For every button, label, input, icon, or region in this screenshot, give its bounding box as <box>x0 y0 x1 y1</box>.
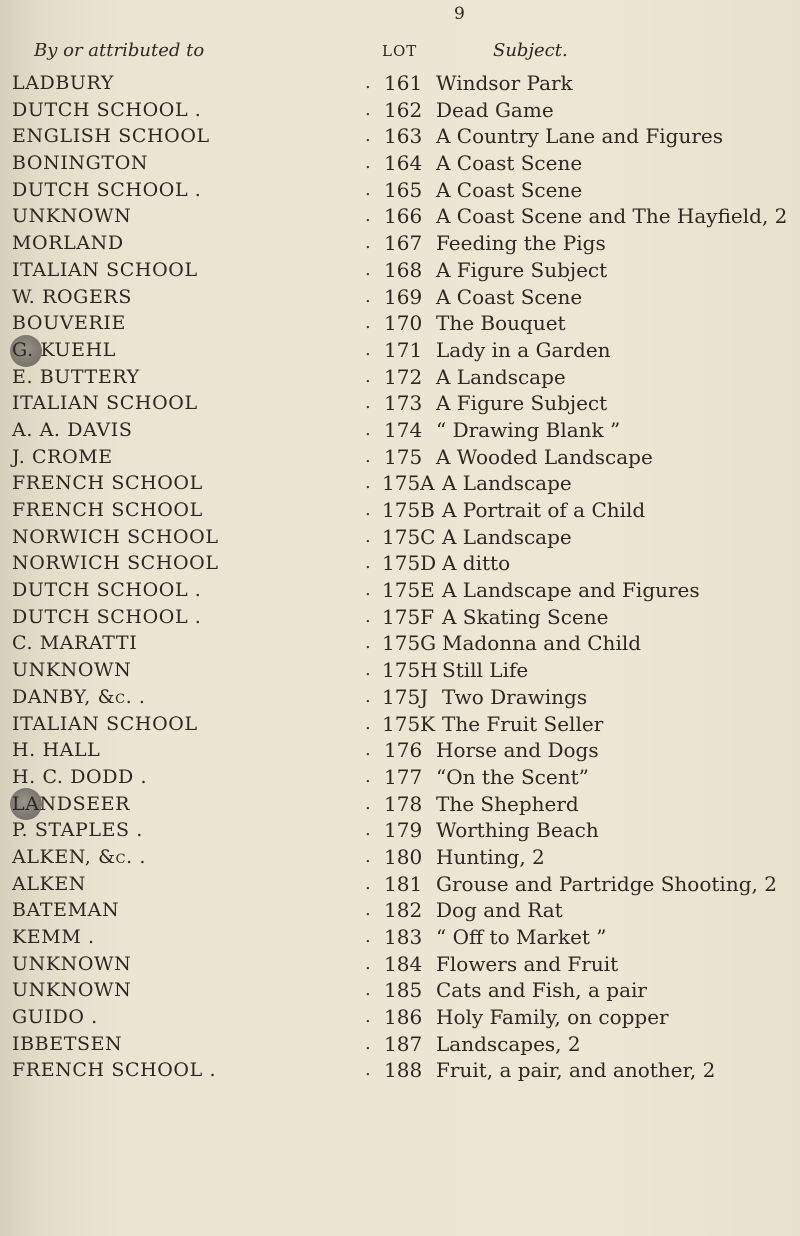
lot-row <box>0 177 800 204</box>
artist-name: ENGLISH SCHOOL <box>12 125 210 148</box>
lot-number: 175C <box>382 524 436 549</box>
lot-subject: A Landscape and Figures <box>442 578 700 603</box>
lot-row <box>0 871 800 898</box>
lot-number: 169 <box>384 284 423 309</box>
lot-number: 173 <box>384 391 423 416</box>
lot-number: 180 <box>384 844 423 869</box>
lot-row <box>0 924 800 951</box>
lot-row <box>0 711 800 738</box>
artist-name: GUIDO . <box>12 1006 98 1029</box>
leader-dot: . <box>365 258 371 280</box>
lot-subject: A Portrait of a Child <box>442 498 646 522</box>
lot-subject: The Shepherd <box>436 791 579 816</box>
lot-row <box>0 817 800 844</box>
leader-dot: . <box>365 659 371 681</box>
artist-name: NORWICH SCHOOL <box>12 525 219 548</box>
leader-dot: . <box>365 125 371 147</box>
leader-dot: . <box>365 632 371 654</box>
lot-row <box>0 684 800 711</box>
lot-row <box>0 123 800 150</box>
leader-dot: . <box>365 72 371 93</box>
lot-row <box>0 550 800 577</box>
leader-dot: . <box>365 499 371 520</box>
lot-row <box>0 417 800 444</box>
lot-subject: The Fruit Seller <box>442 711 604 736</box>
leader-dot: . <box>365 712 371 734</box>
artist-name: KEMM . <box>12 926 95 948</box>
header-attributed: By or attributed to <box>34 40 205 61</box>
lot-row <box>0 737 800 764</box>
lot-number: 163 <box>384 124 423 149</box>
leader-dot: . <box>365 312 371 334</box>
leader-dot: . <box>365 472 371 494</box>
lot-number: 175G <box>382 631 437 656</box>
artist-name: DUTCH SCHOOL . <box>12 98 202 121</box>
lot-subject: A Coast Scene and The Hayfield, 2 <box>436 204 788 229</box>
lot-number: 175A <box>382 471 435 496</box>
leader-dot: . <box>365 392 371 414</box>
leader-dot: . <box>365 605 371 627</box>
leader-dot: . <box>365 285 371 307</box>
lot-subject: Lady in a Garden <box>436 337 611 362</box>
header-subject: Subject. <box>493 40 568 61</box>
lot-number: 170 <box>384 311 423 336</box>
lot-subject: Still Life <box>442 658 529 683</box>
leader-dot: . <box>365 685 371 707</box>
lot-number: 171 <box>384 337 423 362</box>
lot-row <box>0 1057 800 1084</box>
lot-subject: “On the Scent” <box>436 764 589 789</box>
artist-name: ITALIAN SCHOOL <box>12 712 198 735</box>
lot-subject: Dog and Rat <box>436 898 563 923</box>
lot-number: 175B <box>382 498 435 522</box>
lot-row <box>0 524 800 551</box>
lot-row <box>0 337 800 364</box>
lot-row <box>0 284 800 311</box>
lot-subject: A Figure Subject <box>436 391 608 416</box>
artist-name: H. HALL <box>12 739 101 762</box>
lot-number: 172 <box>384 364 423 389</box>
lot-number: 185 <box>384 978 423 1003</box>
lot-list <box>0 70 800 1084</box>
artist-name: LANDSEER <box>12 792 131 815</box>
lot-number: 168 <box>384 257 423 282</box>
lot-number: 184 <box>384 951 423 976</box>
lot-subject: Hunting, 2 <box>436 844 545 869</box>
artist-name: J. CROME <box>12 445 113 468</box>
lot-row <box>0 630 800 657</box>
artist-name: NORWICH SCHOOL <box>12 552 219 575</box>
lot-number: 175F <box>382 604 435 629</box>
leader-dot: . <box>365 899 371 921</box>
artist-name: E. BUTTERY <box>12 365 140 388</box>
lot-subject: Horse and Dogs <box>436 738 599 763</box>
leader-dot: . <box>365 926 371 947</box>
lot-number: 177 <box>384 764 423 789</box>
lot-row <box>0 150 800 177</box>
artist-name: A. A. DAVIS <box>12 418 133 441</box>
lot-subject: Fruit, a pair, and another, 2 <box>436 1058 716 1083</box>
leader-dot: . <box>365 1006 371 1028</box>
leader-dot: . <box>365 338 371 360</box>
lot-number: 179 <box>384 818 423 843</box>
lot-row <box>0 657 800 684</box>
artist-name: IBBETSEN <box>12 1032 123 1055</box>
leader-dot: . <box>365 98 371 120</box>
lot-row <box>0 310 800 337</box>
artist-name: W. ROGERS <box>12 285 132 308</box>
lot-subject: A Landscape <box>442 471 572 496</box>
lot-subject: The Bouquet <box>436 311 566 336</box>
artist-name: LADBURY <box>12 72 115 94</box>
lot-row <box>0 791 800 818</box>
lot-subject: Two Drawings <box>442 684 588 709</box>
lot-subject: “ Drawing Blank ” <box>436 417 621 442</box>
lot-subject: Grouse and Partridge Shooting, 2 <box>436 871 777 896</box>
lot-number: 175 <box>384 444 423 469</box>
lot-number: 183 <box>384 925 423 949</box>
lot-subject: A Coast Scene <box>436 284 583 309</box>
artist-name: DUTCH SCHOOL . <box>12 605 202 628</box>
leader-dot: . <box>365 552 371 574</box>
lot-number: 175J <box>382 684 429 709</box>
lot-subject: A Figure Subject <box>436 257 608 282</box>
lot-subject: Cats and Fish, a pair <box>436 978 647 1003</box>
lot-subject: A ditto <box>442 551 511 576</box>
leader-dot: . <box>365 979 371 1001</box>
artist-name: DUTCH SCHOOL . <box>12 579 202 602</box>
lot-subject: A Skating Scene <box>442 604 609 629</box>
lot-subject: A Wooded Landscape <box>436 444 653 469</box>
page-number: 9 <box>454 4 465 24</box>
lot-number: 175D <box>382 551 437 576</box>
lot-number: 181 <box>384 871 423 896</box>
leader-dot: . <box>365 152 371 174</box>
lot-row <box>0 470 800 497</box>
leader-dot: . <box>365 232 371 254</box>
lot-number: 186 <box>384 1005 423 1030</box>
lot-row <box>0 390 800 417</box>
leader-dot: . <box>365 579 371 601</box>
lot-number: 175E <box>382 578 435 603</box>
leader-dot: . <box>365 445 371 467</box>
lot-subject: A Country Lane and Figures <box>436 124 724 149</box>
lot-number: 178 <box>384 791 423 816</box>
lot-subject: A Landscape <box>442 524 572 549</box>
leader-dot: . <box>365 952 371 974</box>
artist-name: UNKNOWN <box>12 952 132 975</box>
lot-row <box>0 364 800 391</box>
leader-dot: . <box>365 365 371 387</box>
artist-name: ITALIAN SCHOOL <box>12 258 198 281</box>
artist-name: ITALIAN SCHOOL <box>12 392 198 415</box>
lot-row <box>0 604 800 631</box>
leader-dot: . <box>365 178 371 200</box>
artist-name: FRENCH SCHOOL <box>12 472 203 495</box>
lot-row <box>0 1031 800 1058</box>
artist-name: UNKNOWN <box>12 979 132 1002</box>
column-header <box>0 40 800 68</box>
artist-name: C. MARATTI <box>12 632 138 655</box>
lot-number: 164 <box>384 151 423 176</box>
lot-subject: Feeding the Pigs <box>436 231 606 256</box>
lot-subject: Windsor Park <box>436 71 573 95</box>
lot-number: 188 <box>384 1058 423 1083</box>
lot-subject: Flowers and Fruit <box>436 951 619 976</box>
artist-name: ALKEN, &c. . <box>12 845 147 868</box>
lot-number: 166 <box>384 204 423 229</box>
lot-number: 187 <box>384 1031 423 1056</box>
lot-row <box>0 497 800 524</box>
leader-dot: . <box>365 739 371 761</box>
lot-number: 175K <box>382 711 436 736</box>
lot-row <box>0 203 800 230</box>
lot-subject: Madonna and Child <box>442 631 642 656</box>
lot-number: 174 <box>384 417 423 442</box>
lot-number: 167 <box>384 231 423 256</box>
artist-name: FRENCH SCHOOL . <box>12 1059 217 1082</box>
lot-row <box>0 897 800 924</box>
artist-name: H. C. DODD . <box>12 765 148 788</box>
lot-row <box>0 764 800 791</box>
lot-subject: “ Off to Market ” <box>436 925 607 949</box>
artist-name: DANBY, &c. . <box>12 685 146 708</box>
lot-row <box>0 1004 800 1031</box>
leader-dot: . <box>365 525 371 547</box>
artist-name: G. KUEHL <box>12 338 116 361</box>
lot-subject: Worthing Beach <box>436 818 599 843</box>
lot-number: 162 <box>384 97 423 122</box>
artist-name: P. STAPLES . <box>12 819 143 842</box>
leader-dot: . <box>365 418 371 440</box>
lot-row <box>0 577 800 604</box>
header-lot: LOT <box>382 42 418 60</box>
leader-dot: . <box>365 819 371 841</box>
lot-row <box>0 230 800 257</box>
leader-dot: . <box>365 792 371 814</box>
artist-name: BONINGTON <box>12 152 149 175</box>
lot-subject: A Landscape <box>436 364 566 389</box>
leader-dot: . <box>365 205 371 227</box>
lot-number: 161 <box>384 71 423 95</box>
lot-subject: Dead Game <box>436 97 554 122</box>
artist-name: FRENCH SCHOOL <box>12 499 203 521</box>
artist-name: ALKEN <box>12 872 87 895</box>
lot-row <box>0 70 800 97</box>
artist-name: MORLAND <box>12 232 124 255</box>
artist-name: UNKNOWN <box>12 659 132 682</box>
lot-number: 176 <box>384 738 423 763</box>
artist-name: UNKNOWN <box>12 205 132 228</box>
lot-row <box>0 97 800 124</box>
lot-subject: Landscapes, 2 <box>436 1031 581 1056</box>
leader-dot: . <box>365 845 371 867</box>
lot-number: 165 <box>384 177 423 202</box>
lot-row <box>0 977 800 1004</box>
artist-name: BOUVERIE <box>12 312 126 335</box>
lot-number: 182 <box>384 898 423 923</box>
leader-dot: . <box>365 872 371 894</box>
lot-row <box>0 951 800 978</box>
artist-name: DUTCH SCHOOL . <box>12 178 202 201</box>
lot-subject: A Coast Scene <box>436 151 583 176</box>
lot-row <box>0 257 800 284</box>
leader-dot: . <box>365 1032 371 1054</box>
lot-subject: Holy Family, on copper <box>436 1005 669 1030</box>
lot-row <box>0 444 800 471</box>
leader-dot: . <box>365 1059 371 1081</box>
artist-name: BATEMAN <box>12 899 120 922</box>
lot-row <box>0 844 800 871</box>
lot-subject: A Coast Scene <box>436 177 583 202</box>
leader-dot: . <box>365 765 371 787</box>
lot-number: 175H <box>382 658 438 683</box>
